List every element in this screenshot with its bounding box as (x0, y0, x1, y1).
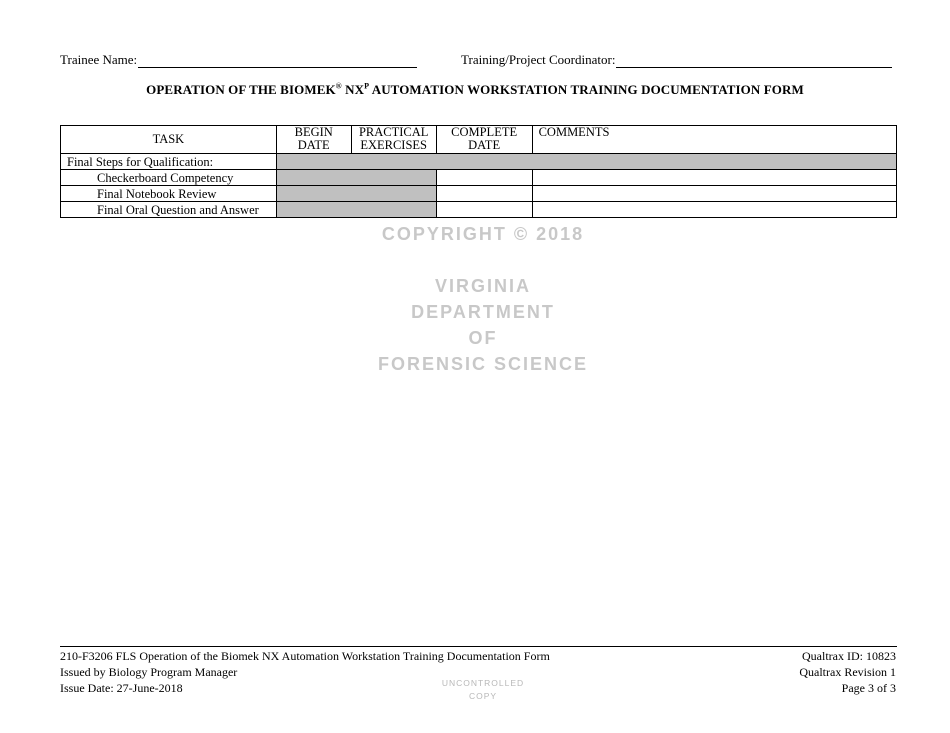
trainee-name-field (60, 52, 417, 68)
watermark-line4: FORENSIC SCIENCE (377, 354, 589, 374)
coordinator-line[interactable] (616, 54, 892, 68)
footer-doc-title: 210-F3206 FLS Operation of the Biomek NX Automation Workstation Training Documentation Form (60, 649, 550, 663)
training-table (60, 125, 897, 218)
watermark-line1: VIRGINIA (434, 276, 531, 296)
complete-date-cell[interactable] (436, 170, 532, 186)
section-label: Final Steps for Qualification: (61, 154, 277, 170)
table-row (61, 170, 897, 186)
footer-issued-by: Issued by Biology Program Manager (60, 665, 238, 679)
table-header-row (61, 126, 897, 154)
complete-date-cell[interactable] (436, 186, 532, 202)
watermark-line3: OF (468, 328, 498, 348)
col-practical-line1: PRACTICAL (358, 125, 429, 139)
shaded-cell (276, 202, 436, 218)
task-cell: Checkerboard Competency (61, 170, 277, 186)
col-begin-line2: DATE (297, 138, 330, 152)
uncontrolled-line1: UNCONTROLLED (441, 678, 525, 688)
title-reg-mark: ® (335, 81, 342, 91)
col-complete-date (436, 126, 532, 154)
footer-qualtrax-id: Qualtrax ID: 10823 (802, 649, 896, 663)
title-part1: OPERATION OF THE BIOMEK (146, 82, 336, 97)
task-cell: Final Notebook Review (61, 186, 277, 202)
uncontrolled-line2: COPY (468, 691, 498, 701)
uncontrolled-copy-stamp (433, 677, 533, 703)
col-practical-line2: EXERCISES (360, 138, 428, 152)
watermark-copyright: COPYRIGHT © 2018 (381, 224, 585, 244)
form-title (0, 82, 950, 98)
col-complete-line1: COMPLETE (451, 125, 518, 139)
col-comments: COMMENTS (532, 126, 896, 154)
shaded-cell (276, 186, 436, 202)
comments-cell[interactable] (532, 202, 896, 218)
section-shaded-cell (276, 154, 896, 170)
watermark-line2: DEPARTMENT (411, 302, 555, 322)
title-part3: AUTOMATION WORKSTATION TRAINING DOCUMENTATION FORM (369, 82, 804, 97)
table-row (61, 202, 897, 218)
title-part2: NX (341, 82, 365, 97)
complete-date-cell[interactable] (436, 202, 532, 218)
comments-cell[interactable] (532, 170, 896, 186)
section-row (61, 154, 897, 170)
trainee-name-line[interactable] (138, 54, 417, 68)
col-task: TASK (61, 126, 277, 154)
footer-page-number: Page 3 of 3 (841, 681, 896, 695)
title-superscript: P (364, 81, 370, 91)
footer-issue-date: Issue Date: 27-June-2018 (60, 681, 183, 695)
col-begin-line1: BEGIN (294, 125, 333, 139)
table-row (61, 186, 897, 202)
task-cell: Final Oral Question and Answer (61, 202, 277, 218)
footer-right (799, 648, 896, 696)
comments-cell[interactable] (532, 186, 896, 202)
footer-revision: Qualtrax Revision 1 (799, 665, 896, 679)
shaded-cell (276, 170, 436, 186)
coordinator-label: Training/Project Coordinator: (461, 52, 616, 67)
coordinator-field (461, 52, 892, 68)
col-practical-exercises (351, 126, 436, 154)
col-complete-line2: DATE (468, 138, 501, 152)
col-begin-date (276, 126, 351, 154)
trainee-name-label: Trainee Name: (60, 52, 138, 67)
footer-divider (60, 646, 897, 647)
